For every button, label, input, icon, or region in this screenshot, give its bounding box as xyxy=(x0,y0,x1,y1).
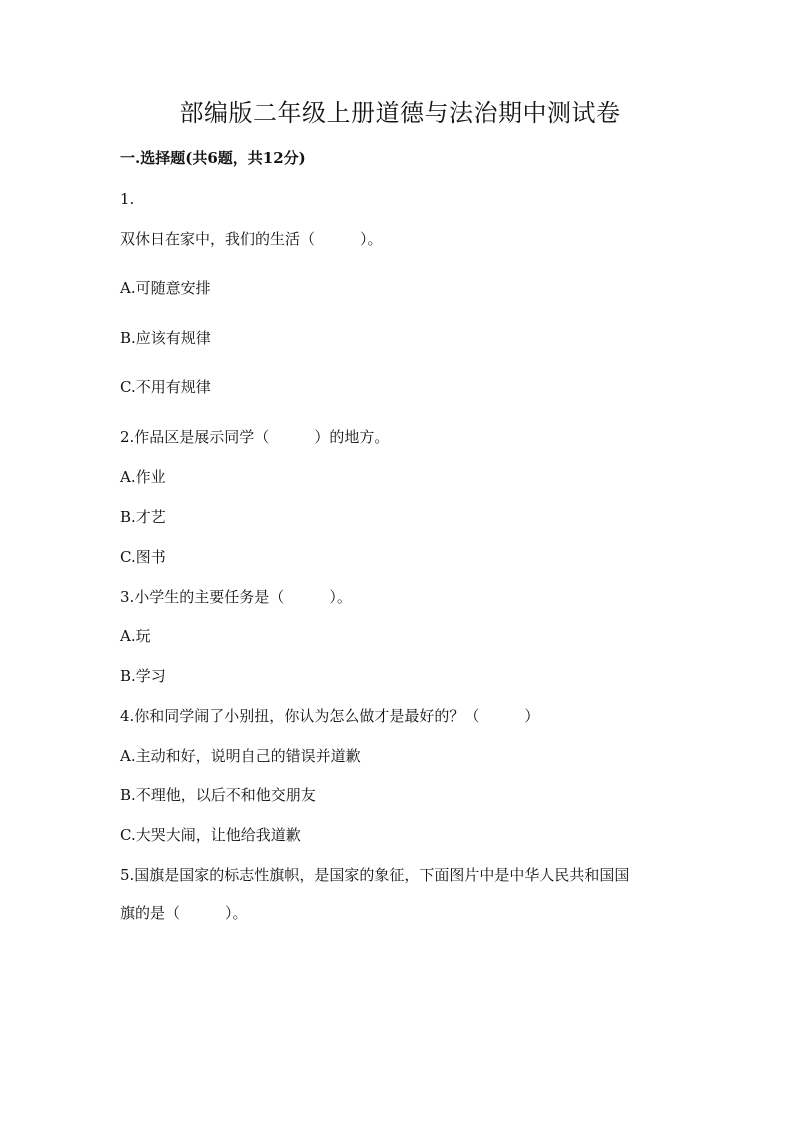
question-3-stem: 3.小学生的主要任务是（ ）。 xyxy=(120,588,352,606)
question-2-option-c: C.图书 xyxy=(120,548,166,566)
question-1-option-c: C.不用有规律 xyxy=(120,378,211,396)
question-1-option-a: A.可随意安排 xyxy=(120,279,211,297)
question-2-option-b: B.才艺 xyxy=(120,508,166,526)
question-1-stem: 双休日在家中，我们的生活（ ）。 xyxy=(120,230,383,248)
question-4-option-c: C.大哭大闹，让他给我道歉 xyxy=(120,826,301,844)
question-4-option-a: A.主动和好，说明自己的错误并道歉 xyxy=(120,747,361,765)
question-1-option-b: B.应该有规律 xyxy=(120,329,211,347)
question-2-stem: 2.作品区是展示同学（ ）的地方。 xyxy=(120,428,390,446)
question-3-option-b: B.学习 xyxy=(120,667,166,685)
section-heading: 一.选择题(共6题，共12分) xyxy=(120,149,306,167)
question-4-option-b: B.不理他，以后不和他交朋友 xyxy=(120,786,316,804)
question-3-option-a: A.玩 xyxy=(120,627,151,645)
question-4-stem: 4.你和同学闹了小别扭，你认为怎么做才是最好的？（ ） xyxy=(120,707,540,725)
question-1-number: 1. xyxy=(120,190,135,208)
question-5-stem-line-2: 旗的是（ ）。 xyxy=(120,904,248,922)
question-5-stem-line-1: 5.国旗是国家的标志性旗帜，是国家的象征，下面图片中是中华人民共和国国 xyxy=(120,866,630,884)
question-2-option-a: A.作业 xyxy=(120,468,166,486)
page-title: 部编版二年级上册道德与法治期中测试卷 xyxy=(179,99,621,127)
